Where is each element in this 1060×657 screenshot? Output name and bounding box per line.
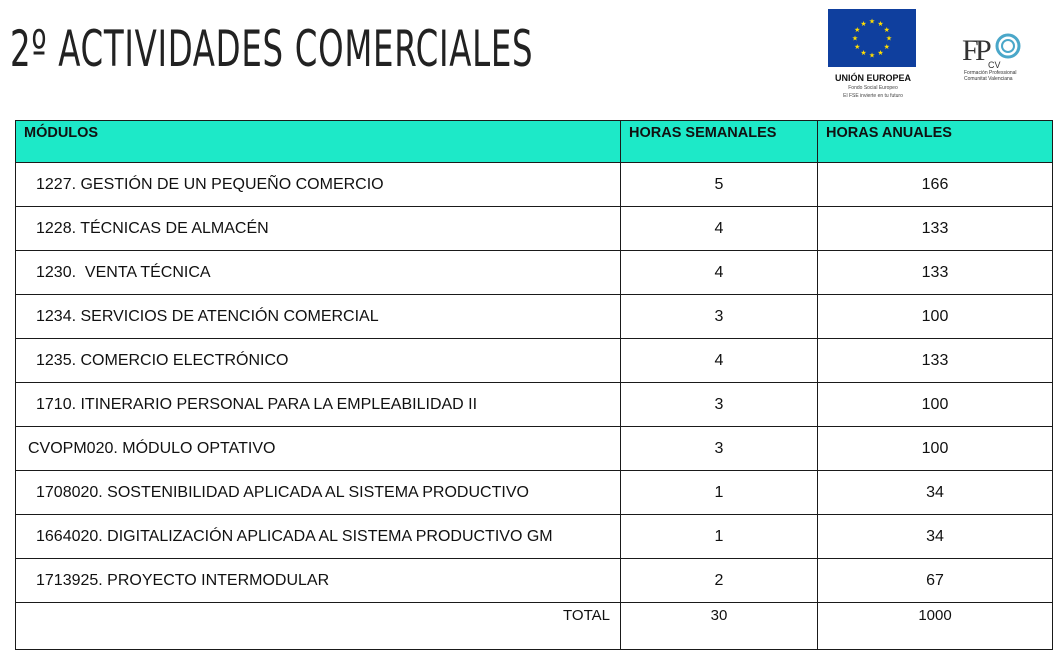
- total-label: TOTAL: [16, 603, 621, 650]
- weekly-hours: 2: [621, 559, 818, 603]
- header-modules: MÓDULOS: [16, 121, 621, 163]
- module-name: 1710. ITINERARIO PERSONAL PARA LA EMPLEABILIDAD II: [16, 383, 621, 427]
- total-row: [16, 603, 1053, 650]
- annual-hours: 100: [818, 383, 1053, 427]
- weekly-hours: 4: [621, 339, 818, 383]
- annual-hours: 166: [818, 163, 1053, 207]
- table-row: [16, 471, 1053, 515]
- weekly-hours: 3: [621, 427, 818, 471]
- eu-star-icon: ★: [885, 35, 893, 43]
- page-title: 2º ACTIVIDADES COMERCIALES: [10, 20, 534, 78]
- annual-hours: 133: [818, 251, 1053, 295]
- weekly-hours: 5: [621, 163, 818, 207]
- eu-star-icon: ★: [860, 50, 867, 58]
- annual-hours: 67: [818, 559, 1053, 603]
- annual-hours: 133: [818, 339, 1053, 383]
- weekly-hours: 4: [621, 251, 818, 295]
- eu-subtitle-1: Fondo Social Europeo: [848, 85, 898, 91]
- weekly-hours: 3: [621, 383, 818, 427]
- table-row: [16, 559, 1053, 603]
- weekly-hours: 4: [621, 207, 818, 251]
- module-name: 1713925. PROYECTO INTERMODULAR: [16, 559, 621, 603]
- eu-star-icon: ★: [883, 27, 890, 34]
- svg-text:P: P: [975, 34, 992, 67]
- eu-subtitle-2: El FSE invierte en tu futuro: [843, 93, 903, 99]
- eu-star-icon: ★: [877, 50, 884, 58]
- header-weekly-hours: HORAS SEMANALES: [621, 121, 818, 163]
- table-row: [16, 339, 1053, 383]
- header-annual-hours: HORAS ANUALES: [818, 121, 1053, 163]
- eu-star-icon: ★: [854, 44, 861, 51]
- weekly-hours: 1: [621, 471, 818, 515]
- module-name: 1708020. SOSTENIBILIDAD APLICADA AL SISTEMA PRODUCTIVO: [16, 471, 621, 515]
- total-annual-hours: 1000: [818, 603, 1053, 650]
- eu-flag-icon: [828, 9, 916, 67]
- module-name: 1228. TÉCNICAS DE ALMACÉN: [16, 207, 621, 251]
- eu-star-icon: ★: [851, 35, 859, 43]
- annual-hours: 34: [818, 515, 1053, 559]
- weekly-hours: 3: [621, 295, 818, 339]
- eu-star-icon: ★: [860, 20, 867, 28]
- annual-hours: 100: [818, 295, 1053, 339]
- fpcv-logo-icon: [960, 26, 1026, 70]
- table-row: [16, 295, 1053, 339]
- eu-star-icon: ★: [877, 20, 884, 28]
- table-row: [16, 251, 1053, 295]
- table-row: [16, 515, 1053, 559]
- table-row: [16, 383, 1053, 427]
- total-weekly-hours: 30: [621, 603, 818, 650]
- table-row: [16, 427, 1053, 471]
- module-name: 1230. VENTA TÉCNICA: [16, 251, 621, 295]
- modules-table: [15, 120, 1053, 650]
- table-row: [16, 163, 1053, 207]
- eu-name: UNIÓN EUROPEA: [834, 73, 911, 83]
- table-header-row: [16, 121, 1053, 163]
- eu-logo: [826, 9, 920, 99]
- svg-text:F: F: [962, 34, 979, 67]
- annual-hours: 100: [818, 427, 1053, 471]
- eu-star-icon: ★: [854, 27, 861, 34]
- module-name: 1227. GESTIÓN DE UN PEQUEÑO COMERCIO: [16, 163, 621, 207]
- table-row: [16, 207, 1053, 251]
- module-name: 1235. COMERCIO ELECTRÓNICO: [16, 339, 621, 383]
- eu-star-icon: ★: [868, 52, 876, 60]
- eu-stars-icon: [828, 9, 916, 67]
- module-name: 1234. SERVICIOS DE ATENCIÓN COMERCIAL: [16, 295, 621, 339]
- weekly-hours: 1: [621, 515, 818, 559]
- module-name: CVOPM020. MÓDULO OPTATIVO: [16, 427, 621, 471]
- eu-star-icon: ★: [868, 18, 876, 26]
- svg-text:CV: CV: [988, 60, 1001, 70]
- fpcv-text: Formación Professional Comunitat Valenciana: [964, 70, 1017, 82]
- annual-hours: 133: [818, 207, 1053, 251]
- module-name: 1664020. DIGITALIZACIÓN APLICADA AL SISTEMA PRODUCTIVO GM: [16, 515, 621, 559]
- fpcv-logo: [960, 26, 1026, 86]
- eu-star-icon: ★: [883, 44, 890, 51]
- annual-hours: 34: [818, 471, 1053, 515]
